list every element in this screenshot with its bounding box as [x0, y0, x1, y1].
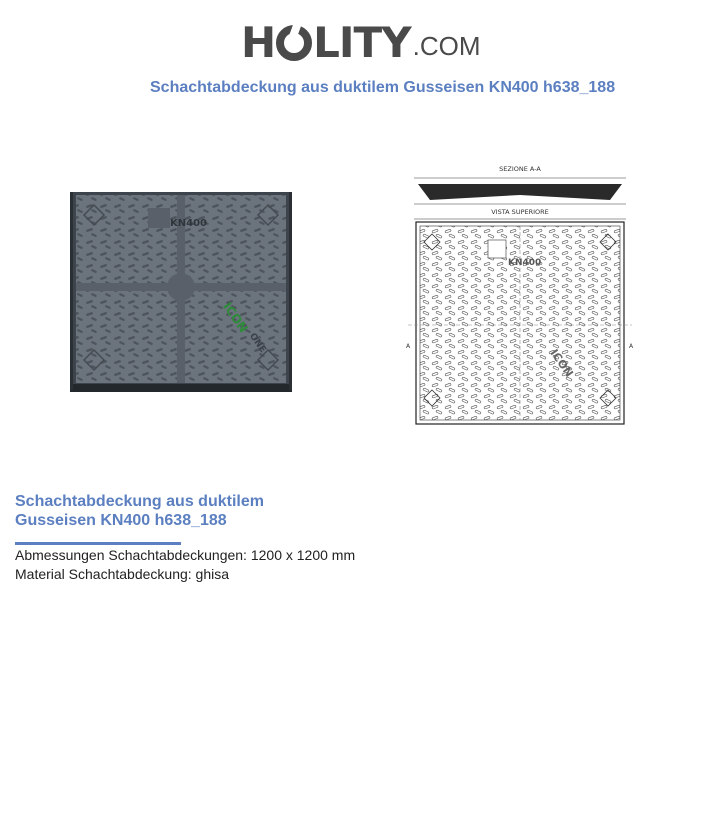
site-logo[interactable] — [241, 12, 481, 67]
product-name-line-2: Gusseisen KN400 h638_188 — [15, 512, 227, 529]
logo-letters: LITY — [313, 18, 411, 67]
photo-class-label: KN400 — [170, 218, 207, 229]
logo-wordmark — [241, 18, 411, 67]
top-view-label: VISTA SUPERIORE — [491, 208, 549, 216]
technical-drawing — [404, 162, 636, 430]
product-name — [15, 492, 315, 530]
logo-power-icon — [276, 25, 312, 61]
logo-domain: .COM — [412, 31, 481, 61]
section-marker-left: A — [406, 343, 411, 350]
spec-dimensions: Abmessungen Schachtabdeckungen: 1200 x 1200 mm — [15, 547, 356, 563]
section-marker-right: A — [629, 343, 634, 350]
logo-letter-h: H — [241, 18, 276, 67]
page-title: Schachtabdeckung aus duktilem Gusseisen KN400 h638_188 — [150, 79, 616, 96]
heading-divider — [15, 542, 181, 545]
section-label: SEZIONE A-A — [499, 165, 541, 173]
product-photo — [70, 190, 292, 392]
spec-material: Material Schachtabdeckung: ghisa — [15, 566, 230, 582]
photo-extra-label: ONE — [247, 331, 268, 355]
product-name-line-1: Schachtabdeckung aus duktilem — [15, 493, 264, 510]
drawing-class-label: KN400 — [508, 258, 542, 268]
drawing-brand-label: ICON — [547, 346, 576, 380]
photo-brand-label: ICON — [219, 299, 251, 336]
